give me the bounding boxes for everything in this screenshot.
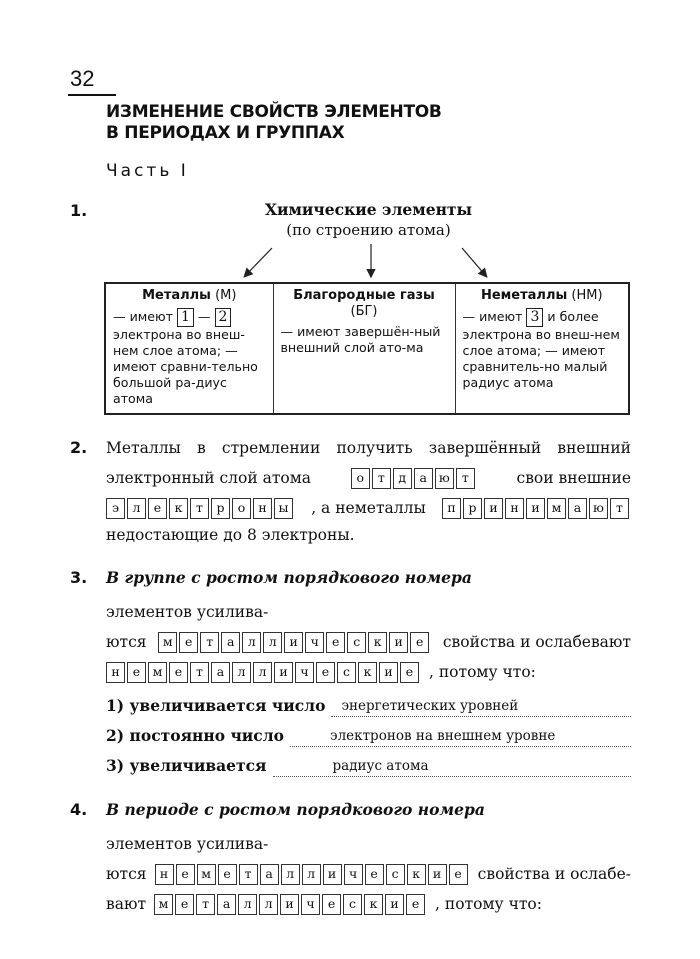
task-4-line-2: ются н е м е т а л л и ч е с к и е свойства и ослабе- [106,865,631,883]
letter-box[interactable]: е [365,864,384,885]
noble-gases-cell [273,283,455,414]
page-title [106,102,700,144]
letter-box[interactable]: ю [435,468,454,489]
letter-box[interactable]: н [505,498,524,519]
letter-box[interactable]: с [386,864,405,885]
letter-box[interactable]: е [148,498,167,519]
letter-box[interactable]: т [200,632,219,653]
letter-box[interactable]: с [347,632,366,653]
letter-box[interactable]: и [280,894,299,915]
metals-cell [105,283,273,414]
letter-box[interactable]: е [175,894,194,915]
task-3-reason-2: 2) постоянно число электронов на внешнем уровне [106,725,631,747]
title-line-2: В ПЕРИОДАХ И ГРУППАХ [106,123,345,143]
task-3-line-1: В группе с ростом порядкового номера элементов усилива- [106,568,472,621]
letter-box[interactable]: ю [589,498,608,519]
letter-box[interactable]: и [274,662,293,683]
letter-box[interactable]: к [368,632,387,653]
letter-box[interactable]: м [148,662,167,683]
letter-box[interactable]: и [385,894,404,915]
reason-1-answer[interactable]: энергетических уровней [331,696,631,717]
metals-min-electrons-box[interactable]: 1 [177,308,194,327]
page-number: 32 [70,66,95,91]
letter-box[interactable]: л [259,894,278,915]
letter-box[interactable]: н [253,498,272,519]
letter-box[interactable]: м [547,498,566,519]
metals-header: Металлы (М) [142,288,237,303]
task-3-reason-3: 3) увеличивается радиус атома [106,755,631,777]
task-3-answer-1[interactable] [158,632,431,653]
task-2 [70,433,631,547]
letter-box[interactable]: ч [295,662,314,683]
task-4 [70,795,631,919]
task-3-number: 3. [70,568,88,587]
task-3-reason-1: 1) увеличивается число энергетических уровней [106,695,631,717]
letter-box[interactable]: к [364,894,383,915]
letter-box[interactable]: п [442,498,461,519]
part-label: Часть I [106,161,189,181]
letter-box[interactable]: е [316,662,335,683]
task-2-line-1: Металлы в стремлении получить завершённый внешний [106,439,631,457]
letter-box[interactable]: л [242,632,261,653]
letter-box[interactable]: ч [344,864,363,885]
task-4-answer-1[interactable] [155,864,470,885]
letter-box[interactable]: а [568,498,587,519]
nonmetals-header: Неметаллы (НМ) [480,288,603,303]
noble-gases-description: — имеют завершён-ный внешний слой ато-ма [280,324,441,355]
letter-box[interactable]: е [406,894,425,915]
letter-box[interactable]: л [232,662,251,683]
letter-box[interactable]: и [428,864,447,885]
task-4-line-1: В периоде с ростом порядкового номера элементов усилива- [106,800,485,853]
task-4-line-3: вают м е т а л л и ч е с к и е , потому что: [106,895,542,913]
letter-box[interactable]: и [389,632,408,653]
letter-box[interactable]: т [190,662,209,683]
diagram-arrows [104,242,630,282]
element-classification-table [104,282,630,415]
letter-box[interactable]: к [407,864,426,885]
letter-box[interactable]: л [253,662,272,683]
letter-box[interactable]: т [610,498,629,519]
metals-description: электрона во внеш-нем слое атома; — имеют сравни-тельно большой ра-диус атома [113,327,258,406]
task-1-number: 1. [70,201,88,220]
letter-box[interactable]: с [337,662,356,683]
nonmetals-cell [455,283,629,414]
letter-box[interactable]: л [302,864,321,885]
letter-box[interactable]: а [221,632,240,653]
letter-box[interactable]: и [284,632,303,653]
letter-box[interactable]: м [154,894,173,915]
task-2-answer-2[interactable] [106,498,295,519]
page-number-underline [68,94,116,96]
letter-box[interactable]: и [379,662,398,683]
task-4-answer-2[interactable] [154,894,427,915]
letter-box[interactable]: е [218,864,237,885]
letter-box[interactable]: т [196,894,215,915]
letter-box[interactable]: т [190,498,209,519]
letter-box[interactable]: е [410,632,429,653]
letter-box[interactable]: т [456,468,475,489]
task-2-line-3: э л е к т р о н ы , а неметаллы п р и н и м а ю т [106,493,631,523]
reason-3-answer[interactable]: радиус атома [273,756,631,777]
letter-box[interactable]: м [158,632,177,653]
letter-box[interactable]: е [400,662,419,683]
diagram-header [106,196,631,240]
task-4-number: 4. [70,800,88,819]
letter-box[interactable]: е [179,632,198,653]
letter-box[interactable]: а [414,468,433,489]
letter-box[interactable]: к [169,498,188,519]
letter-box[interactable]: л [263,632,282,653]
task-2-line-2: электронный слой атома о т д а ю т свои внешние [106,469,631,487]
letter-box[interactable]: д [393,468,412,489]
letter-box[interactable]: т [372,468,391,489]
letter-box[interactable]: к [358,662,377,683]
letter-box[interactable]: л [281,864,300,885]
task-2-number: 2. [70,438,88,457]
letter-box[interactable]: р [211,498,230,519]
task-3-answer-2[interactable] [106,662,421,683]
letter-box[interactable]: а [260,864,279,885]
letter-box[interactable]: л [238,894,257,915]
task-2-line-4: недостающие до 8 электроны. [106,526,355,544]
letter-box[interactable]: э [106,498,125,519]
letter-box[interactable]: е [326,632,345,653]
task-1 [70,196,631,415]
letter-box[interactable]: о [351,468,370,489]
letter-box[interactable]: с [343,894,362,915]
letter-box[interactable]: т [239,864,258,885]
task-2-answer-3[interactable] [442,498,631,519]
letter-box[interactable]: е [322,894,341,915]
letter-box[interactable]: и [526,498,545,519]
letter-box[interactable]: а [217,894,236,915]
task-3-line-3: н е м е т а л л и ч е с к и е , потому что: [106,657,631,687]
metals-electrons-line: — имеют 1 — 2 [113,308,266,327]
nonmetals-electrons-line: — имеют 3 и более [462,309,599,325]
task-3-line-2: ются м е т а л л и ч е с к и е свойства и ослабевают [106,633,631,651]
letter-box[interactable]: е [176,864,195,885]
letter-box[interactable]: е [169,662,188,683]
letter-box[interactable]: и [484,498,503,519]
reason-2-answer[interactable]: электронов на внешнем уровне [290,726,631,747]
letter-box[interactable]: м [197,864,216,885]
letter-box[interactable]: ы [274,498,293,519]
task-3 [70,563,631,777]
noble-gases-header: Благородные газы (БГ) [293,288,435,319]
arrow-left-icon [245,248,272,276]
letter-box[interactable]: н [155,864,174,885]
letter-box[interactable]: л [127,498,146,519]
letter-box[interactable]: ч [301,894,320,915]
nonmetals-description: электрона во внеш-нем слое атома; — имеют сравнитель-но малый радиус атома [462,327,620,390]
diagram-title: Химические элементы [264,200,473,219]
metals-max-electrons-box[interactable]: 2 [215,308,232,327]
letter-box[interactable]: н [106,662,125,683]
nonmetals-min-electrons-box[interactable]: 3 [526,308,543,327]
letter-box[interactable]: е [127,662,146,683]
letter-box[interactable]: ч [305,632,324,653]
title-line-1: ИЗМЕНЕНИЕ СВОЙСТВ ЭЛЕМЕНТОВ [106,102,442,122]
letter-box[interactable]: и [323,864,342,885]
diagram-subtitle: (по строению атома) [286,221,451,239]
task-2-answer-1[interactable] [351,468,477,489]
letter-box[interactable]: о [232,498,251,519]
letter-box[interactable]: р [463,498,482,519]
letter-box[interactable]: е [449,864,468,885]
letter-box[interactable]: а [211,662,230,683]
arrow-right-icon [462,248,486,276]
